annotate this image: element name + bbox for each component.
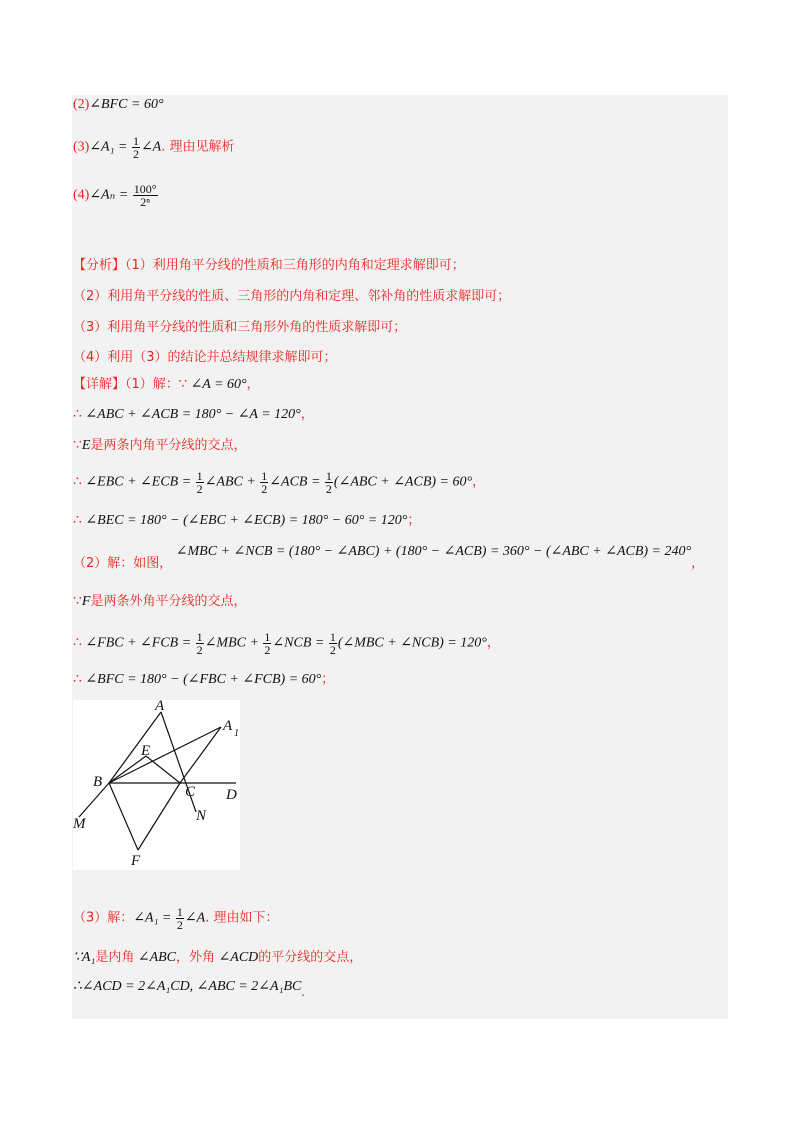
detail-1-math: ∠A = 60° (190, 377, 247, 392)
answer-4-number: (4) (73, 187, 90, 203)
analysis-line-4: （4）利用（3）的结论并总结规律求解即可； (73, 350, 337, 365)
analysis-text-1: （1）利用角平分线的性质和三角形的内角和定理求解即可； (125, 258, 465, 273)
answer-4-lhs: ∠Aₙ = (89, 187, 129, 203)
label-A1: A (223, 718, 233, 734)
label-A: A (155, 700, 165, 714)
label-N: N (196, 808, 207, 824)
detail-line-6: （2）解：如图， ∠MBC + ∠NCB = (180° − ∠ABC) + (180° − ∠ACB) = 360° − (∠ABC + ∠ACB) = 240°， (73, 544, 705, 571)
answer-4-fraction: $\frac{100^\circ}{\text{2ⁿ}}$ (133, 182, 157, 209)
detail-line-11: ∵A₁是内角 ∠ABC，外角 ∠ACD的平分线的交点， (73, 950, 363, 965)
therefore-symbol: ∴ (73, 513, 82, 528)
detail-5-math: ∠BEC = 180° − (∠EBC + ∠ECB) = 180° − 60° = 120° (85, 513, 408, 528)
label-C: C (185, 784, 196, 800)
label-M: M (73, 816, 86, 832)
because-symbol: ∵ (73, 438, 82, 453)
label-E: E (141, 743, 151, 759)
detail-line-3 (73, 436, 247, 456)
triangle-diagram (73, 700, 240, 870)
detail-line-7 (73, 592, 247, 612)
detail-line-10: （3）解：∠A₁ = $\frac{1}{2}$ ∠A. 理由如下： (73, 905, 279, 932)
detail-line-8: ∴ ∠FBC + ∠FCB = $\frac{1}{2}$ ∠MBC + $\frac{1}{2}$ ∠NCB = $\frac{1}{2}$ (∠MBC + ∠NCB) = 120°， (73, 630, 500, 657)
line-BA (109, 712, 161, 783)
detail-tag: 【详解】 (73, 377, 126, 392)
answer-3-rhs: ∠A (140, 139, 162, 155)
line-BF (109, 783, 138, 850)
detail-3-math: E (81, 438, 91, 453)
detail-6-math: ∠MBC + ∠NCB = (180° − ∠ABC) + (180° − ∠ACB) = 360° − (∠ABC + ∠ACB) = 240° (175, 544, 692, 559)
therefore-symbol: ∴ (73, 672, 82, 687)
answer-3 (73, 135, 235, 160)
answer-3-fraction: $\frac{1}{2}$ (132, 134, 139, 161)
detail-3-text: 是两条内角平分线的交点， (90, 438, 247, 453)
line-CA1 (180, 727, 221, 783)
label-F: F (131, 853, 141, 869)
answer-3-number: (3) (73, 139, 90, 155)
detail-10-prefix: （3）解： (73, 910, 134, 926)
analysis-line-2: （2）利用角平分线的性质、三角形的内角和定理、邻补角的性质求解即可； (73, 289, 511, 304)
detail-line-5: ∴ ∠BEC = 180° − (∠EBC + ∠ECB) = 180° − 60° = 120°； (73, 513, 421, 528)
detail-10-text: . 理由如下： (205, 910, 279, 926)
answer-3-lhs: ∠A₁ = (89, 139, 128, 155)
answer-2 (73, 95, 164, 115)
answer-4 (73, 183, 159, 208)
line-CF (138, 783, 180, 850)
geometry-figure (73, 700, 240, 870)
detail-1-prefix: （1）解：∵ (125, 377, 188, 392)
detail-12-math: ∴∠ACD = 2∠A₁CD, ∠ABC = 2∠A₁BC (73, 979, 302, 994)
therefore-symbol: ∴ (73, 474, 82, 490)
line-BE (109, 756, 146, 783)
detail-line-4: ∴ ∠EBC + ∠ECB = $\frac{1}{2}$ ∠ABC + $\frac{1}{2}$ ∠ACB = $\frac{1}{2}$ (∠ABC + ∠ACB) = 60°， (73, 469, 486, 496)
analysis-line-3: （3）利用角平分线的性质和三角形外角的性质求解即可； (73, 320, 407, 335)
label-A1-subscript: 1 (234, 728, 239, 739)
detail-2-math: ∠ABC + ∠ACB = 180° − ∠A = 120° (85, 407, 301, 422)
detail-7-text: 是两条外角平分线的交点， (90, 594, 247, 609)
therefore-symbol: ∴ (73, 407, 82, 422)
therefore-symbol: ∴ (73, 635, 82, 651)
analysis-line-1 (73, 256, 465, 276)
detail-6-text: （2）解：如图， (73, 556, 173, 571)
detail-line-2: ∴ ∠ABC + ∠ACB = 180° − ∠A = 120°， (73, 407, 314, 422)
detail-7-math: F (81, 594, 91, 609)
label-D: D (226, 787, 237, 803)
answer-3-note: . 理由见解析 (161, 139, 235, 155)
answer-2-expression: ∠BFC = 60° (89, 97, 164, 112)
analysis-tag: 【分析】 (73, 258, 126, 273)
detail-line-1: 【详解】（1）解：∵ ∠A = 60°， (73, 377, 260, 392)
label-B: B (93, 774, 103, 790)
detail-9-math: ∠BFC = 180° − (∠FBC + ∠FCB) = 60° (85, 672, 322, 687)
line-BA1 (109, 727, 221, 783)
because-symbol: ∵ (73, 594, 82, 609)
detail-line-12: ∴∠ACD = 2∠A₁CD, ∠ABC = 2∠A₁BC. (73, 979, 305, 1000)
detail-line-9: ∴ ∠BFC = 180° − (∠FBC + ∠FCB) = 60°； (73, 672, 335, 687)
answer-2-number: (2) (73, 97, 90, 112)
line-EC (146, 756, 180, 783)
